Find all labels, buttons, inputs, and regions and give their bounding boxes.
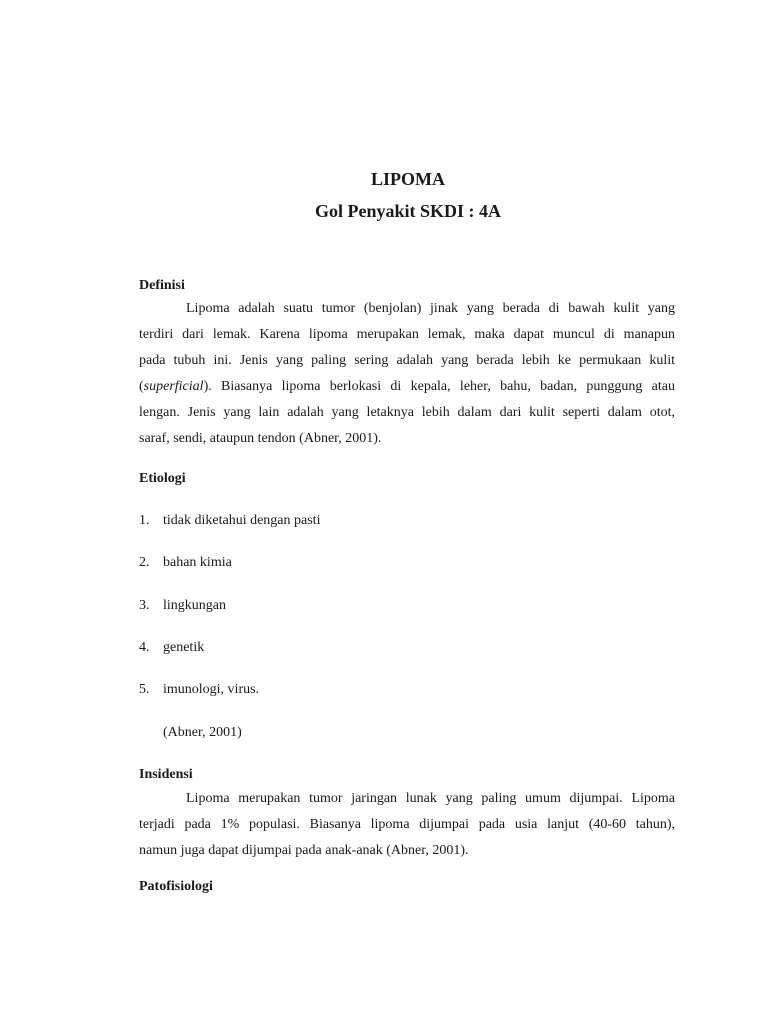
list-text: lingkungan bbox=[163, 598, 226, 613]
document-title: LIPOMA bbox=[371, 169, 445, 189]
list-number: 3. bbox=[139, 598, 150, 613]
definisi-line-5: lengan. Jenis yang lain adalah yang letaknya lebih dalam dari kulit seperti dalam otot, bbox=[139, 405, 675, 420]
etiologi-heading: Etiologi bbox=[139, 471, 186, 486]
list-text: imunologi, virus. bbox=[163, 682, 260, 697]
list-text: tidak diketahui dengan pasti bbox=[163, 513, 321, 528]
list-number: 4. bbox=[139, 640, 150, 655]
insidensi-heading: Insidensi bbox=[139, 767, 193, 782]
insidensi-line-3: namun juga dapat dijumpai pada anak-anak (Abner, 2001). bbox=[139, 843, 469, 858]
insidensi-paragraph bbox=[139, 786, 675, 864]
insidensi-line-2: terjadi pada 1% populasi. Biasanya lipoma dijumpai pada usia lanjut (40-60 tahun), bbox=[139, 817, 675, 832]
definisi-line-2: terdiri dari lemak. Karena lipoma merupakan lemak, maka dapat muncul di manapun bbox=[139, 327, 675, 342]
definisi-heading: Definisi bbox=[139, 278, 185, 293]
document-subtitle: Gol Penyakit SKDI : 4A bbox=[314, 201, 501, 221]
definisi-line-4-pre: ( bbox=[139, 379, 144, 394]
definisi-line-6: saraf, sendi, ataupun tendon (Abner, 2001). bbox=[139, 431, 382, 446]
list-number: 5. bbox=[139, 682, 150, 697]
patofisiologi-heading: Patofisiologi bbox=[139, 879, 213, 894]
list-item bbox=[139, 512, 320, 530]
list-item bbox=[139, 597, 226, 615]
definisi-line-4 bbox=[139, 374, 675, 400]
list-number: 1. bbox=[139, 513, 150, 528]
list-text: genetik bbox=[163, 640, 205, 655]
definisi-paragraph bbox=[139, 296, 675, 452]
list-text: bahan kimia bbox=[163, 555, 232, 570]
list-item bbox=[139, 554, 232, 572]
insidensi-line-1: Lipoma merupakan tumor jaringan lunak yang paling umum dijumpai. Lipoma bbox=[186, 791, 675, 806]
list-item bbox=[139, 639, 204, 657]
definisi-line-3: pada tubuh ini. Jenis yang paling sering adalah yang berada lebih ke permukaan kulit bbox=[139, 353, 675, 368]
list-item bbox=[139, 681, 259, 699]
definisi-line-1: Lipoma adalah suatu tumor (benjolan) jinak yang berada di bawah kulit yang bbox=[186, 301, 675, 316]
definisi-line-4-italic: superficial bbox=[143, 379, 204, 394]
list-number: 2. bbox=[139, 555, 150, 570]
etiologi-citation: (Abner, 2001) bbox=[163, 725, 242, 740]
definisi-line-4-post: ). Biasanya lipoma berlokasi di kepala, leher, bahu, badan, punggung atau bbox=[203, 379, 675, 394]
